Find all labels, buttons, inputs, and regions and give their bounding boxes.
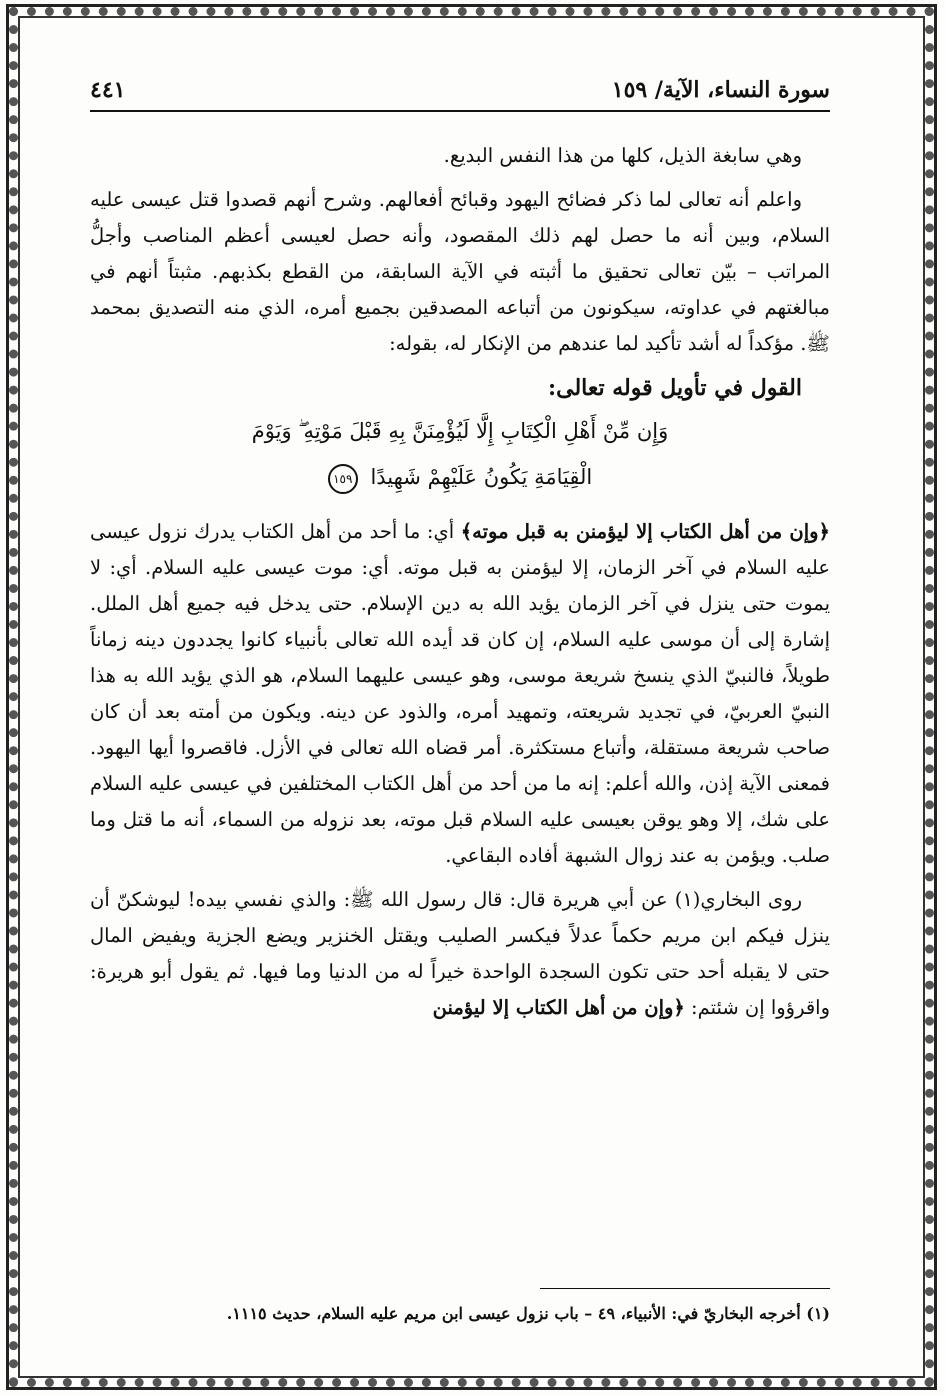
verse-quote-2: ﴿وإن من أهل الكتاب إلا ليؤمنن bbox=[432, 996, 685, 1019]
page-number: ٤٤١ bbox=[90, 77, 126, 103]
verse-quote: ﴿وإن من أهل الكتاب إلا ليؤمنن به قبل موته﴾ bbox=[460, 520, 830, 543]
paragraph-4-text: روى البخاري(١) عن أبي هريرة قال: قال رسول الله ﷺ: والذي نفسي بيده! ليوشكنّ أن ينزل فيكم ابن مريم حكماً عدلاً فيكسر الصليب ويقتل الخنزير ويضع الجزية ويفيض المال حتى لا يقبله أحد حتى تكون السجدة الواحدة خيراً له من الدنيا وما فيها. ثم يقول أبو هريرة: واقرؤوا إن شئتم: bbox=[90, 888, 830, 1019]
paragraph-3 bbox=[90, 514, 830, 874]
footnote: (١) أخرجه البخاريّ في: الأنبياء، ٤٩ – باب نزول عيسى ابن مريم عليه السلام، حديث ١١١٥. bbox=[226, 1304, 830, 1323]
paragraph-3-text: أي: ما أحد من أهل الكتاب يدرك نزول عيسى عليه السلام في آخر الزمان، إلا ليؤمنن به قبل موته. أي: موت عيسى عليه السلام. أي: لا يموت حتى ينزل في آخر الزمان يؤيد الله به دين الإسلام. حتى يدخل فيه جميع أهل الملل. إشارة إلى أن موسى عليه السلام، إن كان قد أيده الله تعالى بأنبياء كانوا يجددون دينه زماناً طويلاً، فالنبيّ الذي ينسخ شريعة موسى، وهو عيسى عليهما السلام، هو الذي يؤيد الله به هذا النبيّ العربيّ، في تجديد شريعته، وتمهيد أمره، والذود عن دينه. ويكون من أمته بعد أن كان صاحب شريعة مستقلة، وأتباع مستكثرة. أمر قضاه الله تعالى في الأزل. فاقصروا أيها اليهود. فمعنى الآية إذن، والله أعلم: إنه ما من أحد من أهل الكتاب المختلفين في عيسى عليه السلام على شك، إلا وهو يوقن بعيسى عليه السلام قبل موته، بعد نزوله من السماء، أنه ما قتل وما صلب. ويؤمن به عند زوال الشبهة أفاده البقاعي. bbox=[90, 520, 830, 867]
book-page bbox=[90, 60, 830, 1350]
paragraph-1: وهي سابغة الذيل، كلها من هذا النفس البديع. bbox=[443, 144, 802, 167]
section-heading: القول في تأويل قوله تعالى: bbox=[548, 375, 802, 401]
main-text bbox=[90, 138, 830, 1034]
paragraph-2: واعلم أنه تعالى لما ذكر فضائح اليهود وقبائح أفعالهم. وشرح أنهم قصدوا قتل عيسى عليه السلام، وبين أنه ما حصل لهم ذلك المقصود، وأنه حصل لعيسى أعظم المناصب وأجلُّ المراتب – بيّن تعالى تحقيق ما أثبته في الآية السابقة، من القطع بكذبهم. مثبتاً أنهم في مبالغتهم في عداوته، سيكونون من أتباعه المصدقين بجميع أمره، الذي منه التصديق بمحمد ﷺ. مؤكداً له أشد تأكيد لما عندهم من الإنكار له، بقوله: bbox=[90, 188, 830, 355]
paragraph-4 bbox=[90, 882, 830, 1026]
header-divider bbox=[90, 110, 830, 112]
footnote-divider bbox=[540, 1288, 830, 1289]
quran-verse-line-2: الْقِيَامَةِ يَكُونُ عَلَيْهِمْ شَهِيدًا bbox=[370, 465, 593, 489]
running-header bbox=[90, 70, 830, 110]
quran-verse-line-1: وَإِن مِّنْ أَهْلِ الْكِتَابِ إِلَّا لَيُؤْمِنَنَّ بِهِ قَبْلَ مَوْتِهِ ۖ وَيَوْمَ bbox=[251, 419, 669, 443]
quran-verse bbox=[90, 408, 830, 500]
ayah-number-marker: ١٥٩ bbox=[328, 464, 358, 494]
header-title: سورة النساء، الآية/ ١٥٩ bbox=[611, 77, 830, 103]
